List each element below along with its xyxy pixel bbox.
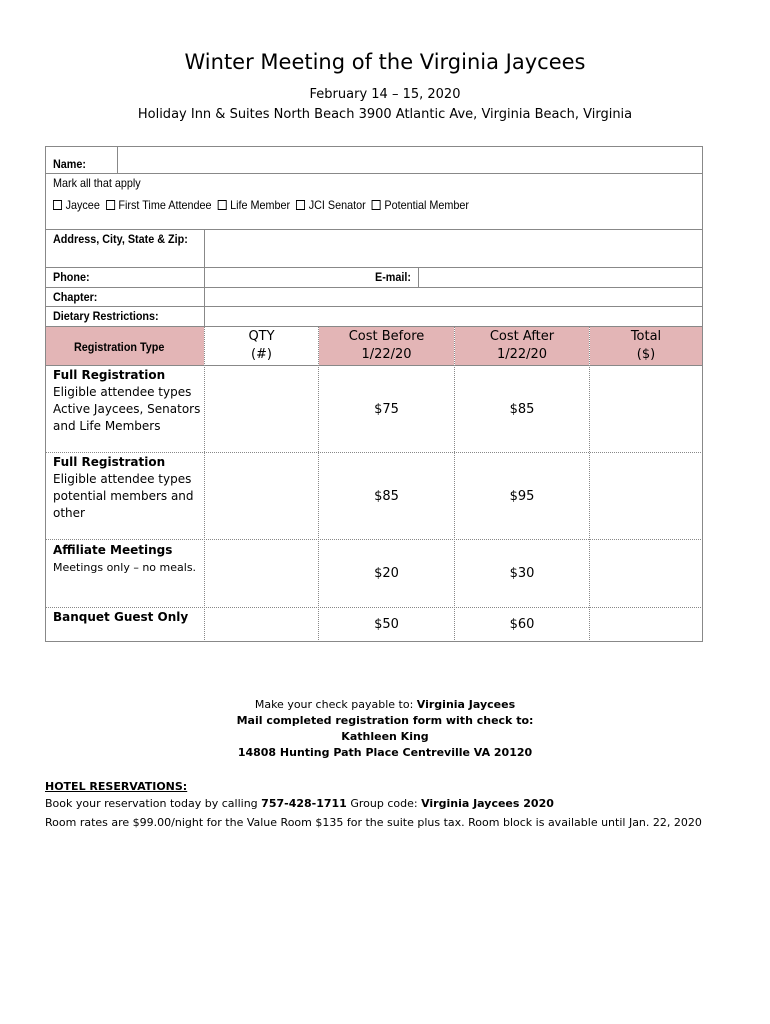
header-qty: QTY (#) <box>248 329 275 362</box>
hotel-rates: Room rates are $99.00/night for the Value Room $135 for the suite plus tax. Room block is available until Jan. 22, 2020 <box>45 816 702 829</box>
payable-line: Make your check payable to: Virginia Jaycees <box>254 698 516 711</box>
member-option-first-time[interactable]: First Time Attendee <box>106 198 212 212</box>
mail-line: Mail completed registration form with check to: <box>236 714 534 727</box>
chapter-label: Chapter: <box>53 290 98 304</box>
header-cost-after: Cost After 1/22/20 <box>489 329 555 362</box>
cost-before: $75 <box>374 402 399 417</box>
checkbox[interactable] <box>106 200 115 210</box>
member-option-life-member[interactable]: Life Member <box>217 198 290 212</box>
qty-input[interactable] <box>205 540 318 607</box>
page-title: Winter Meeting of the Virginia Jaycees <box>184 50 586 74</box>
hotel-heading: HOTEL RESERVATIONS: <box>45 780 188 793</box>
checkbox[interactable] <box>372 200 381 210</box>
recipient-name: Kathleen King <box>341 730 429 743</box>
header-cost-before: Cost Before 1/22/20 <box>348 329 425 362</box>
phone-label: Phone: <box>53 270 90 284</box>
dietary-label: Dietary Restrictions: <box>53 309 159 323</box>
total-input[interactable] <box>590 366 702 452</box>
phone-field[interactable] <box>205 268 345 286</box>
qty-input[interactable] <box>205 608 318 641</box>
dietary-field[interactable] <box>205 307 702 325</box>
qty-input[interactable] <box>205 366 318 452</box>
total-input[interactable] <box>590 608 702 641</box>
cost-before: $50 <box>374 617 399 632</box>
cost-before: $20 <box>374 566 399 581</box>
member-option-jaycee[interactable]: Jaycee <box>53 198 100 212</box>
cost-after: $85 <box>509 402 535 417</box>
address-label: Address, City, State & Zip: <box>53 232 188 246</box>
table-row-type: Affiliate Meetings Meetings only – no meals. <box>53 543 197 574</box>
table-row-type: Full Registration Eligible attendee types potential members and other <box>53 455 194 520</box>
checkbox[interactable] <box>53 200 62 210</box>
hotel-booking-line: Book your reservation today by calling 757-428-1711 Group code: Virginia Jaycees 2020 <box>45 797 554 810</box>
header-registration-type: Registration Type <box>74 340 165 354</box>
event-location: Holiday Inn & Suites North Beach 3900 Atlantic Ave, Virginia Beach, Virginia <box>137 107 633 122</box>
email-field[interactable] <box>419 268 702 286</box>
email-label: E-mail: <box>375 270 412 284</box>
mark-all-label: Mark all that apply <box>53 176 141 190</box>
name-field[interactable] <box>118 147 702 172</box>
checkbox[interactable] <box>217 200 226 210</box>
table-row-type: Full Registration Eligible attendee types Active Jaycees, Senators and Life Members <box>53 368 201 433</box>
event-dates: February 14 – 15, 2020 <box>309 87 461 102</box>
mailing-address: 14808 Hunting Path Place Centreville VA 20120 <box>237 746 533 759</box>
member-option-potential[interactable]: Potential Member <box>372 198 469 212</box>
cost-after: $30 <box>509 566 535 581</box>
cost-before: $85 <box>374 489 399 504</box>
header-total: Total ($) <box>630 329 662 362</box>
member-option-jci-senator[interactable]: JCI Senator <box>296 198 366 212</box>
qty-input[interactable] <box>205 453 318 539</box>
cost-after: $60 <box>509 617 535 632</box>
checkbox[interactable] <box>296 200 305 210</box>
table-row-type: Banquet Guest Only <box>53 610 189 624</box>
name-label: Name: <box>53 157 87 171</box>
cost-after: $95 <box>509 489 535 504</box>
total-input[interactable] <box>590 540 702 607</box>
member-type-options <box>53 198 469 212</box>
address-field[interactable] <box>205 230 702 266</box>
total-input[interactable] <box>590 453 702 539</box>
chapter-field[interactable] <box>205 288 702 305</box>
